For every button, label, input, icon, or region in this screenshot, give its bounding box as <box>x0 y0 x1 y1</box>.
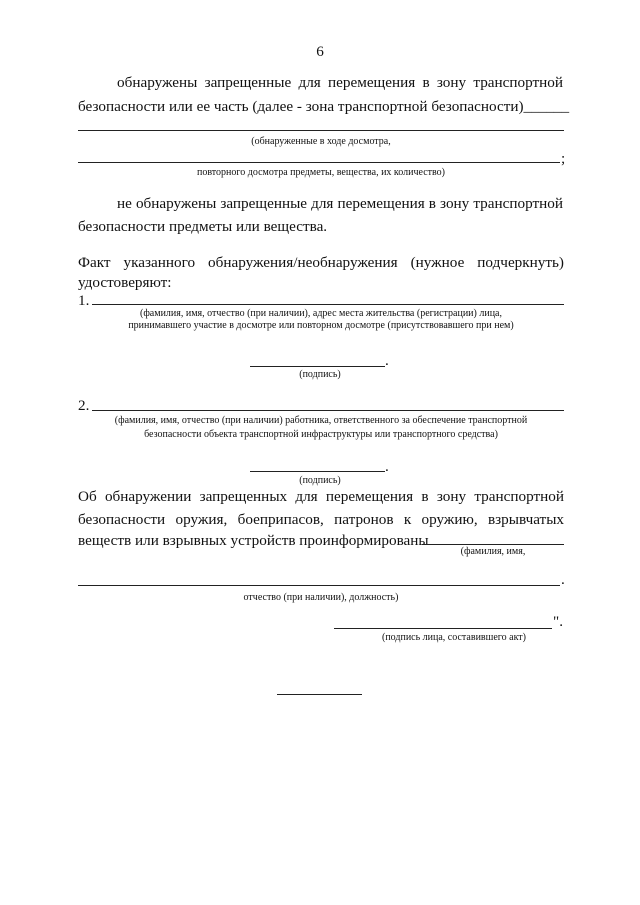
found-items-caption-1: (обнаруженные в ходе досмотра, <box>251 136 391 147</box>
witness-1-dot: . <box>385 352 389 369</box>
informed-caption-1: (фамилия, имя, <box>460 546 526 557</box>
witness-1-caption-1: (фамилия, имя, отчество (при наличии), адрес места жительства (регистрации) лица, <box>140 308 502 319</box>
witness-1-caption-2: принимавшего участие в досмотре или повторном досмотре (присутствовавшего при нем) <box>128 320 514 331</box>
paragraph-informed-line1: Об обнаружении запрещенных для перемещения в зону транспортной <box>78 488 564 505</box>
witness-2-caption-1: (фамилия, имя, отчество (при наличии) работника, ответственного за обеспечение транспортной <box>114 415 528 426</box>
found-items-caption-2: повторного досмотра предметы, вещества, их количество) <box>196 167 446 178</box>
found-items-line-1 <box>78 130 564 131</box>
witness-2-name-line <box>92 410 564 411</box>
witness-1-signature-caption: (подпись) <box>299 369 341 380</box>
witness-2-signature-line <box>250 471 385 472</box>
found-items-line-2 <box>78 162 560 163</box>
paragraph-not-found-line1: не обнаружены запрещенные для перемещения в зону транспортной <box>117 195 563 212</box>
witness-1-number: 1. <box>78 292 90 309</box>
composer-quote: ". <box>553 613 563 630</box>
paragraph-found-line1: обнаружены запрещенные для перемещения в зону транспортной <box>117 74 563 91</box>
paragraph-not-found-line2: безопасности предметы или вещества. <box>78 218 328 235</box>
paragraph-witnesses-line2: удостоверяют: <box>78 274 172 291</box>
found-items-semicolon: ; <box>561 150 566 167</box>
paragraph-found-line2: безопасности или ее часть (далее - зона транспортной безопасности)______ <box>78 98 570 115</box>
witness-1-name-line <box>92 304 564 305</box>
composer-signature-caption: (подпись лица, составившего акт) <box>381 632 527 643</box>
informed-caption-2: отчество (при наличии), должность) <box>243 592 399 603</box>
paragraph-informed-line3: веществ или взрывных устройств проинформированы <box>78 532 429 549</box>
witness-1-signature-line <box>250 366 385 367</box>
witness-2-caption-2: безопасности объекта транспортной инфраструктуры или транспортного средства) <box>144 429 498 440</box>
informed-name-line-1 <box>422 544 564 545</box>
witness-2-signature-caption: (подпись) <box>299 475 341 486</box>
informed-dot: . <box>561 571 565 588</box>
composer-signature-line <box>334 628 552 629</box>
witness-2-number: 2. <box>78 397 90 414</box>
informed-name-line-2 <box>78 585 560 586</box>
page-number: 6 <box>316 43 324 60</box>
witness-2-dot: . <box>385 458 389 475</box>
end-separator-line <box>277 694 362 695</box>
paragraph-witnesses-line1: Факт указанного обнаружения/необнаружения (нужное подчеркнуть) <box>78 254 564 271</box>
paragraph-informed-line2: безопасности оружия, боеприпасов, патронов к оружию, взрывчатых <box>78 511 564 528</box>
